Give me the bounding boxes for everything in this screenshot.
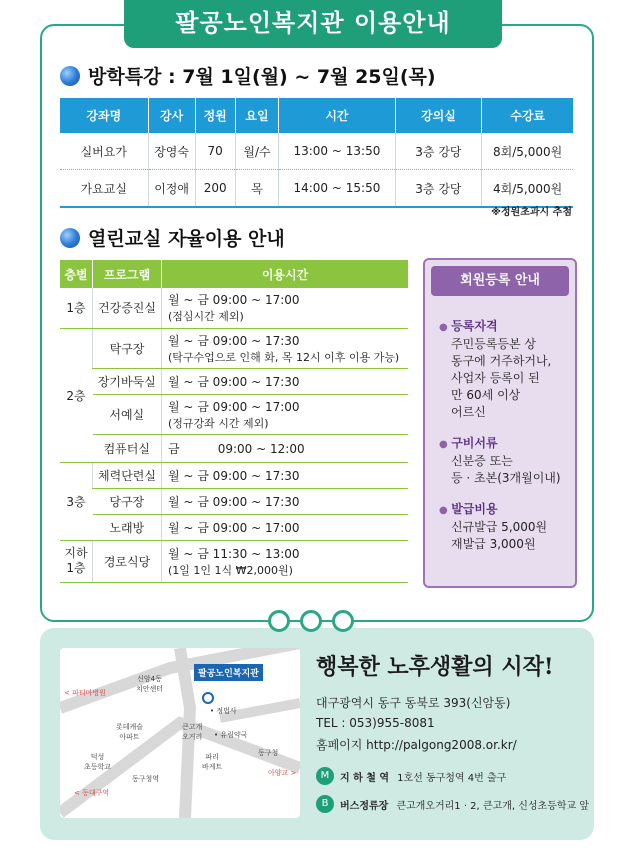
membership-item	[439, 318, 575, 421]
subway-icon: M	[316, 767, 334, 785]
map-label: • 정법사	[210, 707, 237, 715]
program-cell: 컴퓨터실	[93, 434, 162, 462]
col-room: 강의실	[395, 98, 482, 133]
membership-heading: 회원등록 안내	[431, 266, 569, 296]
col-course: 강좌명	[60, 98, 148, 133]
dot-icon	[332, 610, 354, 632]
dot-icon	[300, 610, 322, 632]
membership-item-desc: 주민등록등본 상 동구에 거주하거나, 사업자 등록이 된 만 60세 이상 어르신	[451, 337, 552, 419]
col-fee: 수강료	[482, 98, 573, 133]
program-cell: 탁구장	[93, 328, 162, 368]
floor-cell: 3층	[60, 462, 93, 540]
map-label: 아양교 >	[268, 769, 297, 777]
program-cell: 경로식당	[93, 540, 162, 582]
telephone: TEL : 053)955-8081	[316, 716, 435, 730]
cell: 3층 강당	[395, 133, 482, 170]
homepage-link[interactable]: 홈페이지 http://palgong2008.or.kr/	[316, 738, 517, 752]
map-label: < 동대구역	[74, 789, 110, 797]
col-instructor: 강사	[148, 98, 195, 133]
table-row	[60, 368, 408, 394]
hours-note: (정규강좌 시간 제외)	[168, 416, 269, 430]
hours-note: (탁구수업으로 인해 화, 목 12시 이후 이용 가능)	[168, 350, 400, 364]
section2-header	[60, 224, 285, 251]
hours-cell	[162, 368, 409, 394]
section1-heading: 방학특강 : 7월 1일(월) ~ 7월 25일(목)	[88, 66, 436, 88]
col-program: 프로그램	[93, 260, 162, 288]
hours-cell	[162, 540, 409, 582]
page-title: 팔공노인복지관 이용안내	[124, 0, 502, 48]
program-cell: 당구장	[93, 488, 162, 514]
hours-text: 월 ~ 금 09:00 ~ 17:00	[168, 399, 300, 414]
bus-info	[316, 795, 589, 813]
col-time: 시간	[279, 98, 395, 133]
tagline: 행복한 노후생활의 시작!	[316, 654, 554, 680]
table-row	[60, 288, 408, 328]
cell: 목	[235, 170, 279, 208]
map-label: 롯데캐슬 아파트	[116, 723, 144, 741]
membership-item-title: ● 등록자격	[439, 318, 575, 336]
table-row	[60, 514, 408, 540]
hours-cell: 월 ~ 금 09:00 ~ 17:30	[162, 462, 409, 488]
cell: 월/수	[235, 133, 279, 170]
program-cell: 체력단련실	[93, 462, 162, 488]
col-hours: 이용시간	[162, 260, 409, 288]
cell: 8회/5,000원	[482, 133, 573, 170]
membership-item-title: ● 구비서류	[439, 435, 575, 453]
floor-cell: 2층	[60, 328, 93, 462]
bus-label: 버스정류장	[340, 800, 389, 812]
cell: 200	[195, 170, 235, 208]
bus-value: 큰고개오거리1 · 2, 큰고개, 신성초등학교 앞	[396, 800, 590, 812]
hours-text: 월 ~ 금 11:30 ~ 13:00	[168, 546, 300, 561]
hours-cell: 월 ~ 금 09:00 ~ 17:30	[162, 488, 409, 514]
cell: 4회/5,000원	[482, 170, 573, 208]
membership-item	[439, 501, 575, 553]
map-label: 신암4동 치안센터	[136, 675, 164, 693]
hours-cell: 금 09:00 ~ 12:00	[162, 434, 409, 462]
map-label: 동구청	[258, 749, 279, 757]
location-map	[60, 648, 300, 818]
bus-icon: B	[316, 795, 334, 813]
col-floor: 층별	[60, 260, 93, 288]
table-row	[60, 462, 408, 488]
subway-label: 지 하 철 역	[340, 772, 390, 784]
hours-cell	[162, 394, 409, 434]
table-row	[60, 170, 573, 208]
hours-text: 월 ~ 금 09:00 ~ 17:30	[168, 333, 300, 348]
table-row	[60, 434, 408, 462]
subway-info	[316, 767, 506, 785]
table-row	[60, 488, 408, 514]
map-label: • 유림약국	[214, 731, 248, 739]
dot-icon	[268, 610, 290, 632]
lecture-table	[60, 98, 573, 208]
map-label: < 파티마병원	[64, 689, 106, 697]
floor-cell: 지하 1층	[60, 540, 93, 582]
program-cell: 서예실	[93, 394, 162, 434]
table-row	[60, 394, 408, 434]
map-center-label: 팔공노인복지관	[194, 664, 263, 681]
cell: 13:00 ~ 13:50	[279, 133, 395, 170]
cell: 70	[195, 133, 235, 170]
program-cell: 건강증진실	[93, 288, 162, 328]
section1-header	[60, 62, 436, 89]
hours-cell: 월 ~ 금 09:00 ~ 17:00	[162, 514, 409, 540]
section1-ball-icon	[60, 66, 80, 86]
lottery-note: ※정원초과시 추첨	[491, 207, 572, 218]
floor-cell: 1층	[60, 288, 93, 328]
col-capacity: 정원	[195, 98, 235, 133]
map-label: 덕성 초등학교	[84, 753, 112, 771]
subway-value: 1호선 동구청역 4번 출구	[397, 772, 507, 784]
table-row	[60, 328, 408, 368]
hours-note: (점심시간 제외)	[168, 310, 244, 324]
membership-item-title: ● 발급비용	[439, 501, 575, 519]
section2-ball-icon	[60, 228, 80, 248]
location-pin-icon	[202, 692, 214, 704]
address: 대구광역시 동구 동북로 393(신암동)	[316, 696, 511, 710]
program-cell: 장기바둑실	[93, 368, 162, 394]
membership-item	[439, 435, 575, 487]
membership-panel	[423, 258, 577, 588]
membership-item-desc: 신분증 또는 등 · 초본(3개월이내)	[451, 454, 561, 485]
membership-item-desc: 신규발급 5,000원 재발급 3,000원	[451, 520, 548, 551]
cell: 이정애	[148, 170, 195, 208]
hours-cell	[162, 328, 409, 368]
cell: 14:00 ~ 15:50	[279, 170, 395, 208]
table-row	[60, 540, 408, 582]
connector-dots	[268, 610, 354, 634]
map-label: 큰고개 오거리	[182, 723, 203, 741]
map-label: 파리 바게트	[202, 753, 223, 771]
hours-text: 월 ~ 금 09:00 ~ 17:00	[168, 293, 300, 308]
section2-heading: 열린교실 자율이용 안내	[88, 228, 285, 250]
hours-text: 월 ~ 금 09:00 ~ 17:30	[168, 374, 300, 389]
table-row	[60, 133, 573, 170]
map-label: 동구청역	[132, 775, 160, 783]
cell: 장영숙	[148, 133, 195, 170]
cell: 가요교실	[60, 170, 148, 208]
cell: 실버요가	[60, 133, 148, 170]
hours-note: (1일 1인 1식 ₩2,000원)	[168, 563, 293, 577]
hours-cell	[162, 288, 409, 328]
program-cell: 노래방	[93, 514, 162, 540]
open-room-table	[60, 260, 408, 583]
col-day: 요일	[235, 98, 279, 133]
cell: 3층 강당	[395, 170, 482, 208]
